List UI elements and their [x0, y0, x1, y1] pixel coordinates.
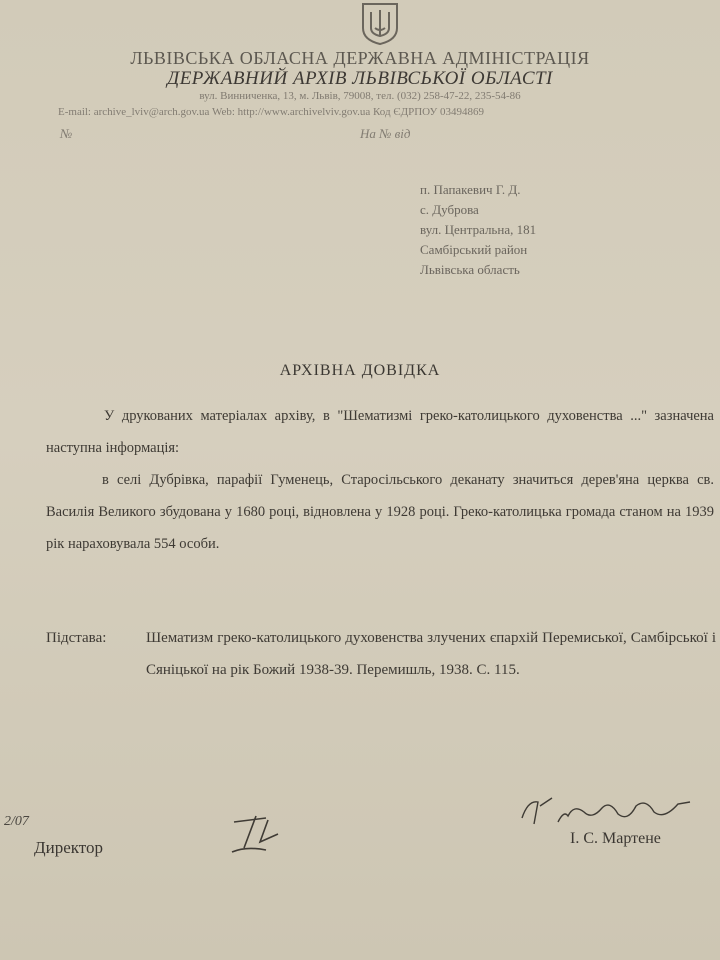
header-address: вул. Винниченка, 13, м. Львів, 79008, тел. (032) 258-47-22, 235-54-86 [199, 90, 521, 102]
director-signature-icon [518, 792, 698, 830]
signer-name: І. С. Мартене [570, 830, 661, 847]
addressee-line: п. Папакевич Г. Д. [420, 182, 521, 197]
header-contacts: E-mail: archive_lviv@arch.gov.ua Web: http://www.archivelviv.gov.ua Код ЄДРПОУ 03494869 [58, 106, 485, 118]
signature-area [0, 790, 720, 900]
basis-text: Шематизм греко-католицького духовенства злучених єпархій Перемиської, Самбірської і Сяніцької на рік Божий 1938-39. Перемишль, 1938. С. 115. [146, 630, 716, 678]
header-archive-name: ДЕРЖАВНИЙ АРХІВ ЛЬВІВСЬКОЇ ОБЛАСТІ [167, 68, 553, 89]
coat-of-arms-icon [355, 0, 405, 46]
document-title: АРХІВНА ДОВІДКА [279, 362, 441, 379]
reference-number-label: № [60, 126, 73, 141]
addressee-line: с. Дуброва [420, 202, 479, 217]
body-paragraph: У друкованих матеріалах архіву, в "Шематизмі греко-католицького духовенства ..." зазначена наступна інформація: [46, 408, 714, 456]
addressee-line: вул. Центральна, 181 [420, 222, 537, 237]
handwritten-date: 2/07 [4, 814, 29, 829]
addressee-line: Самбірський район [420, 242, 528, 257]
document-body [46, 400, 714, 560]
director-label: Директор [34, 838, 103, 857]
reference-reply-label: На № від [360, 126, 411, 141]
basis-label: Підстава: [46, 630, 107, 646]
addressee-block [420, 180, 536, 280]
addressee-line: Львівська область [420, 262, 520, 277]
header-reference-line [60, 126, 411, 142]
handwritten-initials-icon [226, 812, 296, 856]
header-institution: ЛЬВІВСЬКА ОБЛАСНА ДЕРЖАВНА АДМІНІСТРАЦІЯ [130, 48, 590, 68]
body-paragraph: в селі Дубрівка, парафії Гуменець, Старосільського деканату значиться дерев'яна церква св. Василія Великого збудована у 1680 році, відновлена у 1928 році. Греко-католицька громада станом на 1939 рік нараховувала 554 особи. [46, 472, 714, 552]
